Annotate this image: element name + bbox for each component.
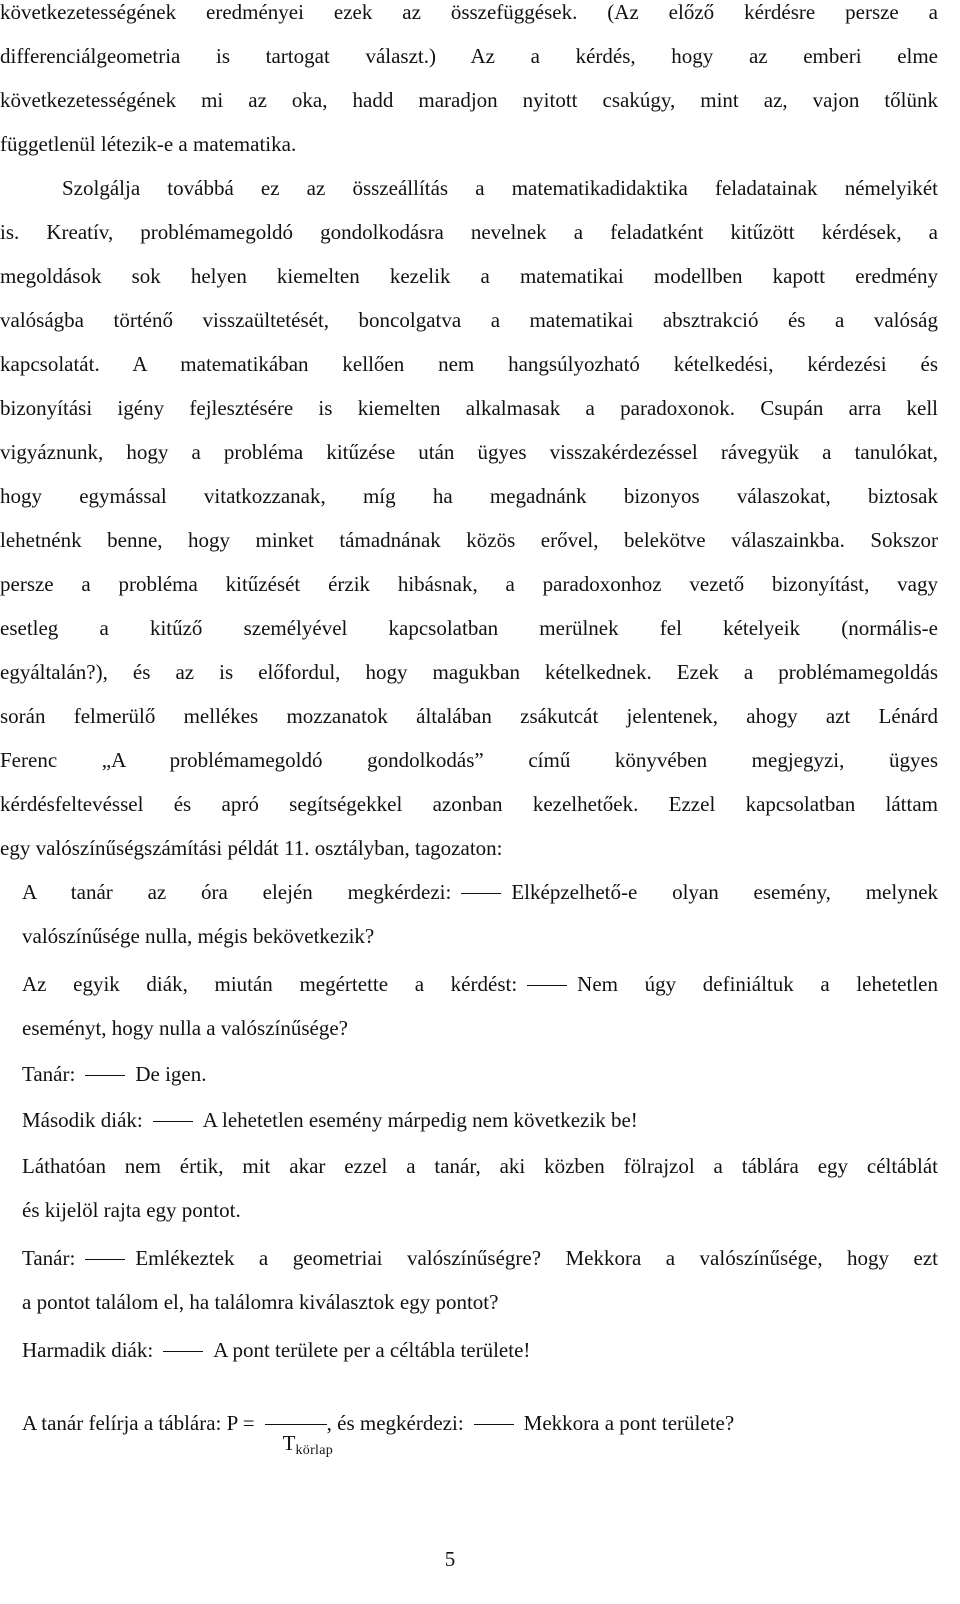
dialogue-line (22, 877, 938, 907)
dialogue-text: Elképzelhető-e olyan esemény, melynek (511, 880, 939, 904)
paragraph-line: Szolgálja továbbá ez az összeállítás a matematikadidaktika feladatainak némelyikét (62, 176, 938, 200)
dialogue-line (22, 1335, 938, 1365)
fraction (265, 1408, 334, 1458)
dialogue-text: Nem úgy definiáltuk a lehetetlen (577, 972, 938, 996)
fraction-bar (265, 1424, 327, 1425)
dialogue-speaker: Második diák: (22, 1108, 143, 1132)
page-number: 5 (444, 1547, 456, 1571)
dialogue-text: A pont területe per a céltábla területe! (213, 1338, 531, 1362)
formula-line (22, 1408, 735, 1458)
dialogue-line: eseményt, hogy nulla a valószínűsége? (22, 1016, 348, 1040)
dialogue-line (22, 1105, 938, 1135)
dialogue-speaker: Tanár: (22, 1246, 76, 1270)
denominator-symbol: T (282, 1431, 296, 1455)
em-dash (461, 893, 501, 894)
paragraph-line: hogy egymással vitatkozzanak, míg ha megadnánk bizonyos válaszokat, biztosak (0, 484, 938, 508)
paragraph-line: függetlenül létezik-e a matematika. (0, 132, 297, 156)
paragraph-line: kapcsolatát. A matematikában kellően nem hangsúlyozható kételkedési, kérdezési és (0, 352, 938, 376)
formula-question: Mekkora a pont területe? (523, 1411, 735, 1435)
paragraph-line: Ferenc „A problémamegoldó gondolkodás” című könyvében megjegyzi, ügyes (0, 748, 938, 772)
formula-question-intro: , és megkérdezi: (326, 1411, 464, 1435)
em-dash (474, 1424, 514, 1425)
dialogue-line: és kijelöl rajta egy pontot. (22, 1198, 241, 1222)
em-dash (163, 1351, 203, 1352)
paragraph-line: vigyáznunk, hogy a probléma kitűzése után ügyes visszakérdezéssel rávegyük a tanulókat, (0, 440, 938, 464)
em-dash (85, 1259, 125, 1260)
em-dash (153, 1121, 193, 1122)
paragraph-line: egyáltalán?), és az is előfordul, hogy magukban kételkednek. Ezek a problémamegoldás (0, 660, 938, 684)
paragraph-line: is. Kreatív, problémamegoldó gondolkodásra nevelnek a feladatként kitűzött kérdések, a (0, 220, 938, 244)
paragraph-line: következetességének eredményei ezek az összefüggések. (Az előző kérdésre persze a (0, 0, 938, 24)
dialogue-line (22, 1059, 938, 1089)
dialogue-text: A lehetetlen esemény márpedig nem következik be! (202, 1108, 638, 1132)
dialogue-line: a pontot találom el, ha találomra kiválasztok egy pontot? (22, 1290, 499, 1314)
paragraph-line: egy valószínűségszámítási példát 11. osztályban, tagozaton: (0, 836, 503, 860)
paragraph-line: kérdésfeltevéssel és apró segítségekkel azonban kezelhetőek. Ezzel kapcsolatban láttam (0, 792, 938, 816)
dialogue-text: De igen. (135, 1062, 207, 1086)
dialogue-line: Láthatóan nem értik, mit akar ezzel a tanár, aki közben fölrajzol a táblára egy céltáblát (22, 1154, 938, 1178)
paragraph-line: megoldások sok helyen kiemelten kezelik a matematikai modellben kapott eredmény (0, 264, 938, 288)
dialogue-speaker: Harmadik diák: (22, 1338, 154, 1362)
paragraph-line: során felmerülő mellékes mozzanatok általában zsákutcát jelentenek, ahogy azt Lénárd (0, 704, 938, 728)
em-dash (85, 1075, 125, 1076)
dialogue-text: Emlékeztek a geometriai valószínűségre? Mekkora a valószínűsége, hogy ezt (135, 1246, 938, 1270)
dialogue-speaker: Az egyik diák, miután megértette a kérdést: (22, 972, 518, 996)
paragraph-line: következetességének mi az oka, hadd maradjon nyitott csakúgy, mint az, vajon tőlünk (0, 88, 938, 112)
em-dash (527, 985, 567, 986)
dialogue-speaker: Tanár: (22, 1062, 76, 1086)
paragraph-line: persze a probléma kitűzését érzik hibásnak, a paradoxonhoz vezető bizonyítást, vagy (0, 572, 938, 596)
paragraph-line: differenciálgeometria is tartogat választ.) Az a kérdés, hogy az emberi elme (0, 44, 938, 68)
paragraph-line: esetleg a kitűző személyével kapcsolatban merülnek fel kételyeik (normális-e (0, 616, 938, 640)
paragraph-line: lehetnénk benne, hogy minket támadnának közös erővel, belekötve válaszainkba. Sokszor (0, 528, 938, 552)
dialogue-speaker: A tanár az óra elején megkérdezi: (22, 880, 452, 904)
denominator-subscript: körlap (295, 1443, 334, 1458)
formula-intro: A tanár felírja a táblára: P = (22, 1411, 255, 1435)
dialogue-line (22, 1243, 938, 1273)
dialogue-line (22, 969, 938, 999)
dialogue-line: valószínűsége nulla, mégis bekövetkezik? (22, 924, 375, 948)
fraction-denominator (283, 1428, 333, 1462)
paragraph-line: valóságba történő visszaültetését, boncolgatva a matematikai absztrakció és a valóság (0, 308, 938, 332)
paragraph-line: bizonyítási igény fejlesztésére is kiemelten alkalmasak a paradoxonok. Csupán arra kell (0, 396, 938, 420)
